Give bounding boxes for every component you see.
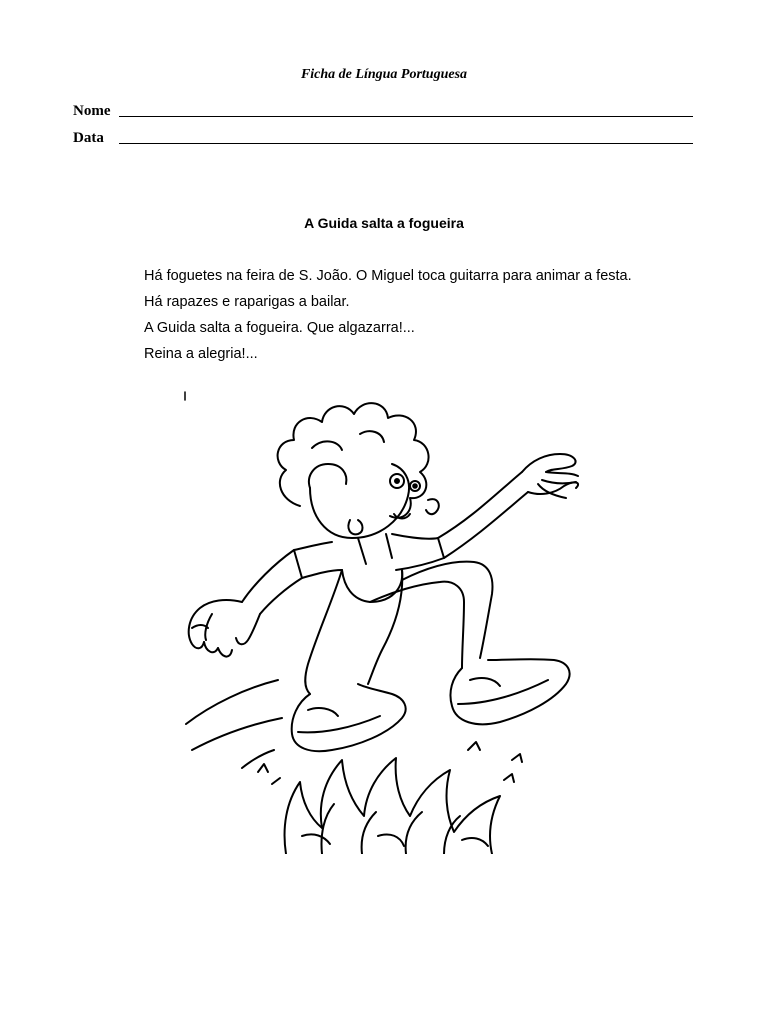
- story-line: Há rapazes e raparigas a bailar.: [144, 294, 350, 310]
- girl-jumping-bonfire-drawing: [182, 388, 582, 854]
- name-label: Nome: [73, 103, 111, 119]
- date-field-row: [73, 129, 693, 147]
- date-blank-line[interactable]: [119, 129, 693, 144]
- story-line: Há foguetes na feira de S. João. O Miguel toca guitarra para animar a festa.: [144, 268, 632, 284]
- story-text: [144, 263, 724, 367]
- name-field-row: [73, 102, 693, 120]
- story-title: A Guida salta a fogueira: [304, 215, 464, 231]
- date-label: Data: [73, 130, 104, 146]
- name-blank-line[interactable]: [119, 102, 693, 117]
- worksheet-title: Ficha de Língua Portuguesa: [300, 67, 468, 82]
- story-line: A Guida salta a fogueira. Que algazarra!...: [144, 320, 415, 336]
- story-line: Reina a alegria!...: [144, 346, 258, 362]
